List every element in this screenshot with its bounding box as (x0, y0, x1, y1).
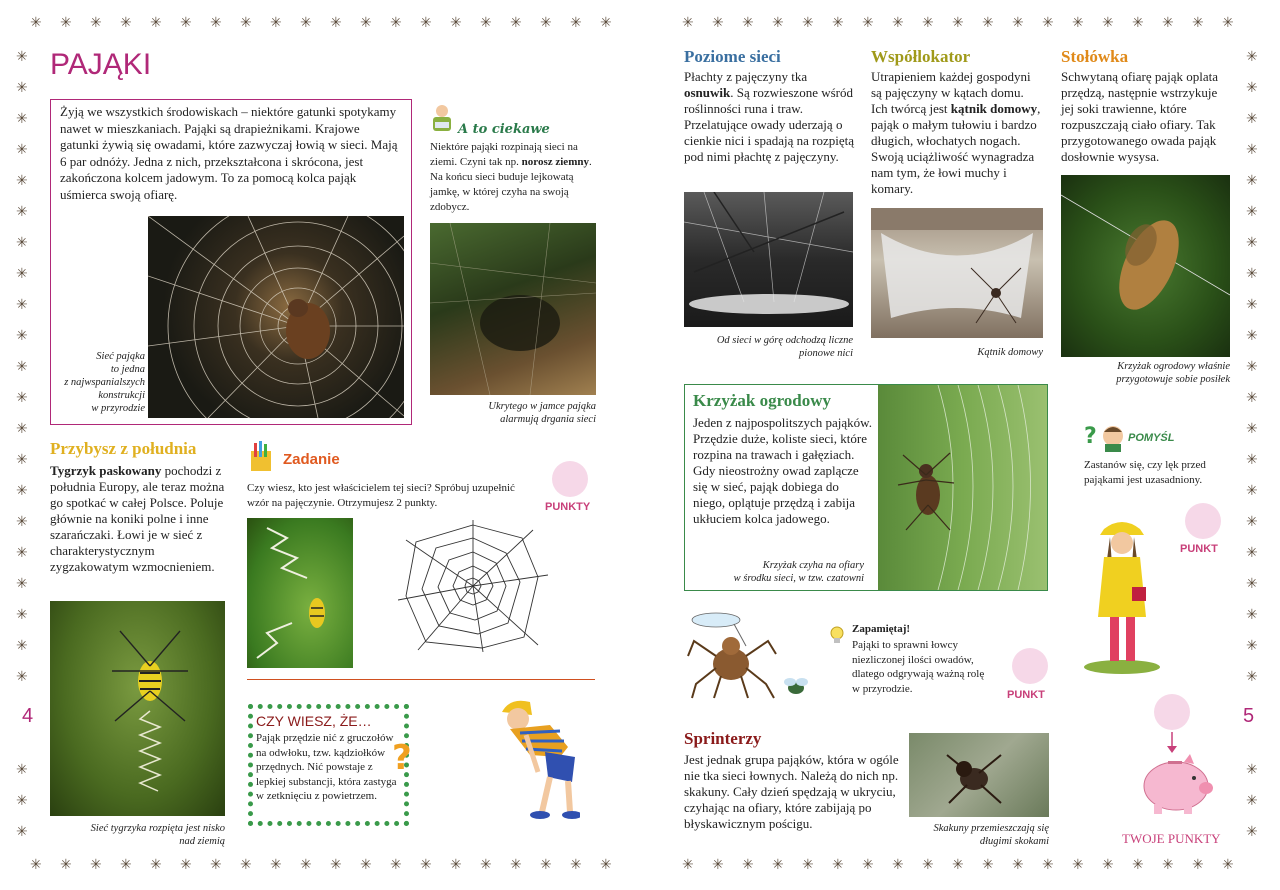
spider-border-icon: ✳ (16, 266, 28, 282)
spider-border-icon: ✳ (60, 15, 72, 31)
spider-border-icon: ✳ (1246, 824, 1258, 840)
zapamietaj-heading: Zapamiętaj! (852, 623, 911, 635)
boy-illustration (490, 697, 580, 822)
stolowka-text: Schwytaną ofiarę pająk oplata przędzą, następnie wstrzykuje jej soki trawienne, które rozpuszczają ciało ofiary. Tak przygotowanego owada pająk dosłownie wysysa. (1061, 69, 1219, 164)
stolowka-heading: Stołówka (1061, 47, 1129, 66)
spider-border-icon: ✳ (16, 142, 28, 158)
tygrzyk-photo (50, 601, 225, 816)
spider-border-icon: ✳ (1246, 421, 1258, 437)
spider-border-icon: ✳ (1246, 638, 1258, 654)
spider-border-icon: ✳ (1246, 49, 1258, 65)
page-title: PAJĄKI (50, 48, 152, 81)
przybysz-text: Tygrzyk paskowany pochodzi z południa Europy, ale teraz można go spotkać w całej Polsce. Poluje głównie na koniki polne i inne szarańczaki. Łowi je w sieć z charakterystycznym zygzakowatym wzmocnieniem. (50, 463, 225, 574)
pomysl-punkt-label: PUNKT (1180, 543, 1218, 555)
spider-border-icon: ✳ (16, 328, 28, 344)
spider-border-icon: ✳ (1072, 15, 1084, 31)
czywiesz-text: Pająk przędzie nić z gruczołów na odwłoku, tzw. kądziołków przędnych. Nić powstaje z lepkiej substancji, która zastyga w zetknięciu z powietrzem. (256, 732, 397, 802)
krzyzak-text: Jeden z najpospolitszych pająków. Przędzie duże, koliste sieci, które rozpina na trawach i gałęziach. Gdy nieostrożny owad zaplącze się w sieć, pająk dobiega do niego, oplątuje przędzą i zabija ukłuciem kolca jadowego. (693, 415, 872, 526)
spider-border-icon: ✳ (1132, 857, 1144, 873)
pencils-icon (249, 441, 273, 473)
skakun-photo (909, 733, 1049, 817)
spider-border-icon: ✳ (450, 857, 462, 873)
pomysl-punkt-circle[interactable] (1185, 503, 1221, 539)
sheet-web-photo (684, 192, 853, 327)
lightbulb-icon (829, 625, 845, 647)
katnik-photo (871, 208, 1043, 338)
spider-border-icon: ✳ (952, 857, 964, 873)
funnel-web-photo (430, 223, 596, 395)
spider-border-icon: ✳ (1246, 80, 1258, 96)
spider-border-icon: ✳ (16, 824, 28, 840)
caption-line: Krzyżak czyha na ofiary (762, 560, 864, 571)
spider-fly-illustration (686, 606, 816, 706)
krzyzak-heading: Krzyżak ogrodowy (693, 391, 832, 410)
sprinterzy-heading: Sprinterzy (684, 729, 762, 748)
spider-border-icon: ✳ (892, 857, 904, 873)
spider-web-photo (148, 216, 404, 418)
punkty-label: PUNKTY (545, 501, 591, 513)
piggy-bank-icon (1138, 752, 1213, 817)
spider-border-icon: ✳ (390, 15, 402, 31)
spider-border-icon: ✳ (180, 15, 192, 31)
sheet-web-caption (684, 334, 853, 360)
spider-border-icon: ✳ (1246, 266, 1258, 282)
skakun-caption (895, 822, 1049, 848)
pomysl-text: Zastanów się, czy lęk przed pająkami jest uzasadniony. (1084, 459, 1206, 486)
spider-border-icon: ✳ (1246, 390, 1258, 406)
spider-border-icon: ✳ (1246, 762, 1258, 778)
spider-border-icon: ✳ (16, 545, 28, 561)
spider-border-icon: ✳ (16, 793, 28, 809)
spider-border-icon: ✳ (1012, 857, 1024, 873)
spider-border-icon: ✳ (210, 857, 222, 873)
caption-line: z najwspanialszych (64, 377, 145, 388)
wspol-text: Utrapieniem każdej gospodyni są pajęczyny w kątach domu. Ich twórcą jest kątnik domowy, pająk o małym tułowiu i bardzo długich, włochatych nogach. Swoją uciążliwość wynagradza nam tym, że łowi muchy i komary. (871, 69, 1041, 196)
spider-border-icon: ✳ (982, 15, 994, 31)
spider-border-icon: ✳ (16, 111, 28, 127)
spider-border-icon: ✳ (510, 15, 522, 31)
zadanie-text: Czy wiesz, kto jest właścicielem tej sieci? Spróbuj uzupełnić wzór na pajęczynie. Otrzymujesz 2 punkty. (247, 482, 515, 509)
stolowka-caption (1061, 360, 1230, 386)
spider-border-icon: ✳ (16, 669, 28, 685)
caption-line: w środku sieci, w tzw. czatowni (733, 573, 864, 584)
spider-border-icon: ✳ (922, 15, 934, 31)
spider-border-icon: ✳ (1246, 359, 1258, 375)
spider-border-icon: ✳ (270, 15, 282, 31)
zapamietaj-text: Pająki to sprawni łowcy niezliczonej ilości owadów, dlatego odgrywają ważną rolę w przyrodzie. (852, 639, 985, 695)
ciekawe-title: A to ciekawe (458, 122, 550, 137)
caption-line: w przyrodzie (91, 403, 145, 414)
spider-border-icon: ✳ (1132, 15, 1144, 31)
spider-border-icon: ✳ (16, 204, 28, 220)
caption-line: konstrukcji (98, 390, 145, 401)
spider-border-icon: ✳ (360, 857, 372, 873)
spider-border-icon: ✳ (16, 235, 28, 251)
spider-border-icon: ✳ (360, 15, 372, 31)
zigzag-web-photo (247, 518, 353, 668)
caption-line: Skakuny przemieszczają się (933, 823, 1049, 834)
spider-border-icon: ✳ (330, 857, 342, 873)
spider-border-icon: ✳ (1102, 857, 1114, 873)
spider-border-icon: ✳ (210, 15, 222, 31)
stolowka-photo (1061, 175, 1230, 357)
spider-border-icon: ✳ (1246, 514, 1258, 530)
spider-border-icon: ✳ (682, 857, 694, 873)
katnik-caption: Kątnik domowy (977, 347, 1043, 358)
spider-border-icon: ✳ (480, 857, 492, 873)
spider-border-icon: ✳ (1246, 142, 1258, 158)
spider-border-icon: ✳ (1246, 669, 1258, 685)
funnel-photo-caption (430, 400, 596, 426)
spider-border-icon: ✳ (1246, 793, 1258, 809)
spider-border-icon: ✳ (742, 15, 754, 31)
spider-border-icon: ✳ (570, 15, 582, 31)
spider-border-icon: ✳ (802, 15, 814, 31)
spider-border-icon: ✳ (16, 452, 28, 468)
spider-border-icon: ✳ (270, 857, 282, 873)
spider-border-icon: ✳ (1246, 483, 1258, 499)
spider-border-icon: ✳ (30, 857, 42, 873)
girl-illustration (1082, 517, 1162, 674)
spider-border-icon: ✳ (1222, 857, 1234, 873)
spider-border-icon: ✳ (862, 857, 874, 873)
spider-border-icon: ✳ (16, 762, 28, 778)
spider-border-icon: ✳ (420, 857, 432, 873)
spider-border-icon: ✳ (1192, 857, 1204, 873)
caption-line: Sieć tygrzyka rozpięta jest nisko (90, 823, 225, 834)
spider-border-icon: ✳ (1246, 173, 1258, 189)
spider-border-icon: ✳ (90, 857, 102, 873)
spider-border-icon: ✳ (982, 857, 994, 873)
krzyzak-photo (878, 385, 1047, 590)
spider-border-icon: ✳ (180, 857, 192, 873)
spider-border-icon: ✳ (16, 421, 28, 437)
spider-border-icon: ✳ (1042, 857, 1054, 873)
spider-border-icon: ✳ (1012, 15, 1024, 31)
spider-border-icon: ✳ (240, 857, 252, 873)
caption-line: przygotowuje sobie posiłek (1116, 374, 1230, 385)
punkty-circle[interactable] (552, 461, 588, 497)
spider-border-icon: ✳ (540, 857, 552, 873)
spider-border-icon: ✳ (540, 15, 552, 31)
spider-border-icon: ✳ (742, 857, 754, 873)
sprinterzy-text: Jest jednak grupa pająków, która w ogóle nie tka sieci łownych. Należą do nich np. skakuny. Cały dzień spędzają w ukryciu, czyhając na ofiary, które zabijają po błyskawicznym pościgu. (684, 752, 899, 831)
spider-border-icon: ✳ (16, 80, 28, 96)
caption-line: Krzyżak ogrodowy właśnie (1117, 361, 1230, 372)
spider-border-icon: ✳ (390, 857, 402, 873)
przybysz-heading: Przybysz z południa (50, 439, 197, 458)
arrow-down-icon (1165, 732, 1179, 754)
spider-border-icon: ✳ (1246, 297, 1258, 313)
web-photo-caption (52, 350, 145, 415)
spider-border-icon: ✳ (862, 15, 874, 31)
spider-border-icon: ✳ (892, 15, 904, 31)
pomysl-heading: POMYŚL (1128, 432, 1175, 444)
spider-border-icon: ✳ (330, 15, 342, 31)
spider-border-icon: ✳ (832, 15, 844, 31)
spider-border-icon: ✳ (16, 607, 28, 623)
caption-line: Od sieci w górę odchodzą liczne (716, 335, 853, 346)
spider-border-icon: ✳ (300, 15, 312, 31)
section-divider (247, 679, 595, 680)
spider-border-icon: ✳ (480, 15, 492, 31)
reading-kid-icon (430, 102, 454, 134)
spider-border-icon: ✳ (16, 638, 28, 654)
caption-line: to jedna (110, 364, 145, 375)
spider-border-icon: ✳ (1246, 576, 1258, 592)
spider-border-icon: ✳ (1042, 15, 1054, 31)
page-number-right: 5 (1243, 705, 1255, 727)
spiderweb-drawing[interactable] (398, 520, 548, 652)
spider-border-icon: ✳ (802, 857, 814, 873)
spider-border-icon: ✳ (600, 857, 612, 873)
spider-border-icon: ✳ (772, 857, 784, 873)
spider-border-icon: ✳ (30, 15, 42, 31)
spider-border-icon: ✳ (1246, 452, 1258, 468)
spider-border-icon: ✳ (1192, 15, 1204, 31)
spider-border-icon: ✳ (300, 857, 312, 873)
spider-border-icon: ✳ (16, 390, 28, 406)
caption-line: alarmują drgania sieci (500, 414, 596, 425)
spider-border-icon: ✳ (90, 15, 102, 31)
spider-border-icon: ✳ (600, 15, 612, 31)
page-number-left: 4 (22, 705, 34, 727)
spider-border-icon: ✳ (16, 514, 28, 530)
ciekawe-text: Niektóre pająki rozpinają sieci na ziemi. Czyni tak np. norosz ziemny. Na końcu sieci buduje lejkowatą jamkę, w której czyha na swoją zdobycz. (430, 141, 592, 213)
caption-line: długimi skokami (979, 836, 1049, 847)
spider-border-icon: ✳ (16, 173, 28, 189)
spider-border-icon: ✳ (1246, 111, 1258, 127)
caption-line: pionowe nici (799, 348, 853, 359)
spider-border-icon: ✳ (1246, 204, 1258, 220)
zapamietaj-punkt-circle[interactable] (1012, 648, 1048, 684)
spider-border-icon: ✳ (120, 15, 132, 31)
spider-border-icon: ✳ (240, 15, 252, 31)
twoje-punkty-circle[interactable] (1154, 694, 1190, 730)
spider-border-icon: ✳ (1246, 545, 1258, 561)
spider-border-icon: ✳ (952, 15, 964, 31)
spider-border-icon: ✳ (1162, 857, 1174, 873)
caption-line: Ukrytego w jamce pająka (488, 401, 596, 412)
poziome-text: Płachty z pajęczyny tka osnuwik. Są rozwieszone wśród roślinności runa i traw. Przelatujące owady uderzają o cienkie nici i spadają na rozpiętą pod nimi płachtę z pajęczyny. (684, 69, 855, 164)
spider-border-icon: ✳ (712, 15, 724, 31)
thinking-boy-icon (1101, 424, 1125, 452)
question-mark-icon: ? (392, 738, 412, 778)
question-icon: ? (1084, 424, 1097, 449)
krzyzak-caption (690, 559, 864, 585)
spider-border-icon: ✳ (16, 359, 28, 375)
zadanie-heading: Zadanie (283, 451, 340, 468)
spider-border-icon: ✳ (150, 15, 162, 31)
caption-line: nad ziemią (179, 836, 225, 847)
intro-text: Żyją we wszystkich środowiskach – niektóre gatunki spotykamy nawet w mieszkaniach. Pająki są drapieżnikami. Krajowe gatunki żywią się owadami, które zazwyczaj łowią w sieci. Mają 6 par odnóży. Jedna z nich, przekształcona i skrócona, jest zakończona kolcem jadowym. To za pomocą kolca pająk uśmierca swoją ofiarę. (60, 104, 398, 202)
spider-border-icon: ✳ (60, 857, 72, 873)
czywiesz-heading: CZY WIESZ, ŻE… (256, 713, 372, 729)
spider-border-icon: ✳ (1102, 15, 1114, 31)
spider-border-icon: ✳ (16, 49, 28, 65)
spider-border-icon: ✳ (1246, 607, 1258, 623)
wspol-heading: Współlokator (871, 47, 971, 66)
spider-border-icon: ✳ (1162, 15, 1174, 31)
spider-border-icon: ✳ (1246, 328, 1258, 344)
spider-border-icon: ✳ (16, 576, 28, 592)
spider-border-icon: ✳ (570, 857, 582, 873)
spider-border-icon: ✳ (150, 857, 162, 873)
spider-border-icon: ✳ (1072, 857, 1084, 873)
spider-border-icon: ✳ (1246, 235, 1258, 251)
twoje-punkty-label: TWOJE PUNKTY (1122, 831, 1221, 846)
spider-border-icon: ✳ (16, 297, 28, 313)
spider-border-icon: ✳ (682, 15, 694, 31)
caption-line: Sieć pająka (96, 351, 145, 362)
tygrzyk-photo-caption (50, 822, 225, 848)
zapamietaj-punkt-label: PUNKT (1007, 689, 1045, 701)
spider-border-icon: ✳ (450, 15, 462, 31)
spider-border-icon: ✳ (832, 857, 844, 873)
spider-border-icon: ✳ (922, 857, 934, 873)
spider-border-icon: ✳ (16, 483, 28, 499)
spider-border-icon: ✳ (1222, 15, 1234, 31)
spider-border-icon: ✳ (420, 15, 432, 31)
poziome-heading: Poziome sieci (684, 47, 781, 66)
spider-border-icon: ✳ (772, 15, 784, 31)
spider-border-icon: ✳ (120, 857, 132, 873)
spider-border-icon: ✳ (712, 857, 724, 873)
spider-border-icon: ✳ (510, 857, 522, 873)
